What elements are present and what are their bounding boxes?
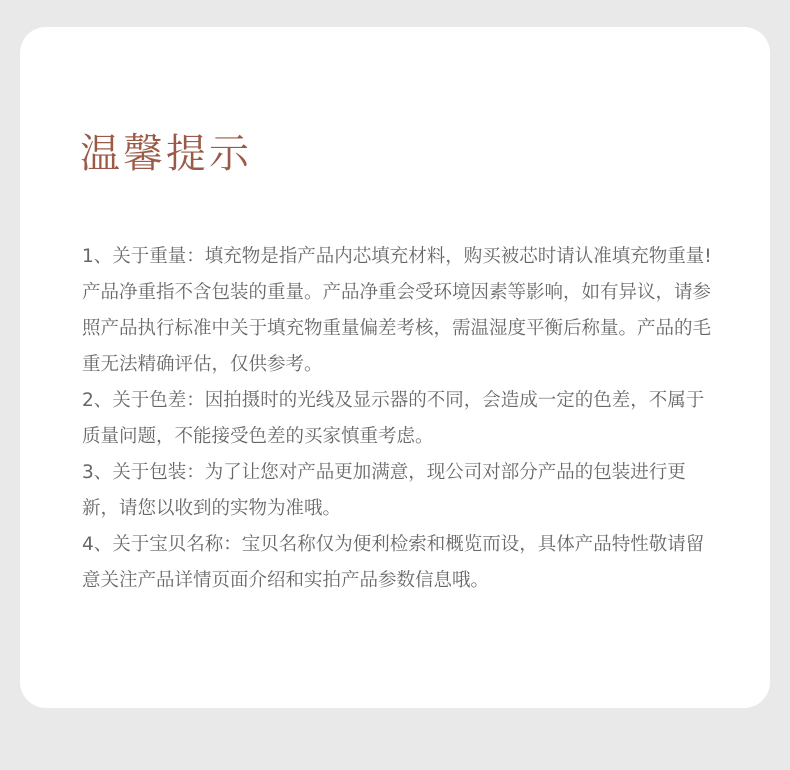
note-weight: 1、关于重量：填充物是指产品内芯填充材料，购买被芯时请认准填充物重量!产品净重指不含包装的重量。产品净重会受环境因素等影响，如有异议，请参照产品执行标准中关于填充物重量偏差考核，需温湿度平衡后称量。产品的毛重无法精确评估，仅供参考。 — [82, 246, 712, 375]
notice-list — [82, 239, 712, 599]
note-product-name: 4、关于宝贝名称：宝贝名称仅为便利检索和概览而设，具体产品特性敬请留意关注产品详情页面介绍和实拍产品参数信息哦。 — [82, 534, 705, 591]
note-color-difference: 2、关于色差：因拍摄时的光线及显示器的不同，会造成一定的色差，不属于质量问题，不能接受色差的买家慎重考虑。 — [82, 390, 705, 447]
note-packaging: 3、关于包装：为了让您对产品更加满意，现公司对部分产品的包装进行更新，请您以收到的实物为准哦。 — [82, 462, 686, 519]
notice-card — [20, 27, 770, 708]
page-title: 温馨提示 — [80, 131, 252, 177]
